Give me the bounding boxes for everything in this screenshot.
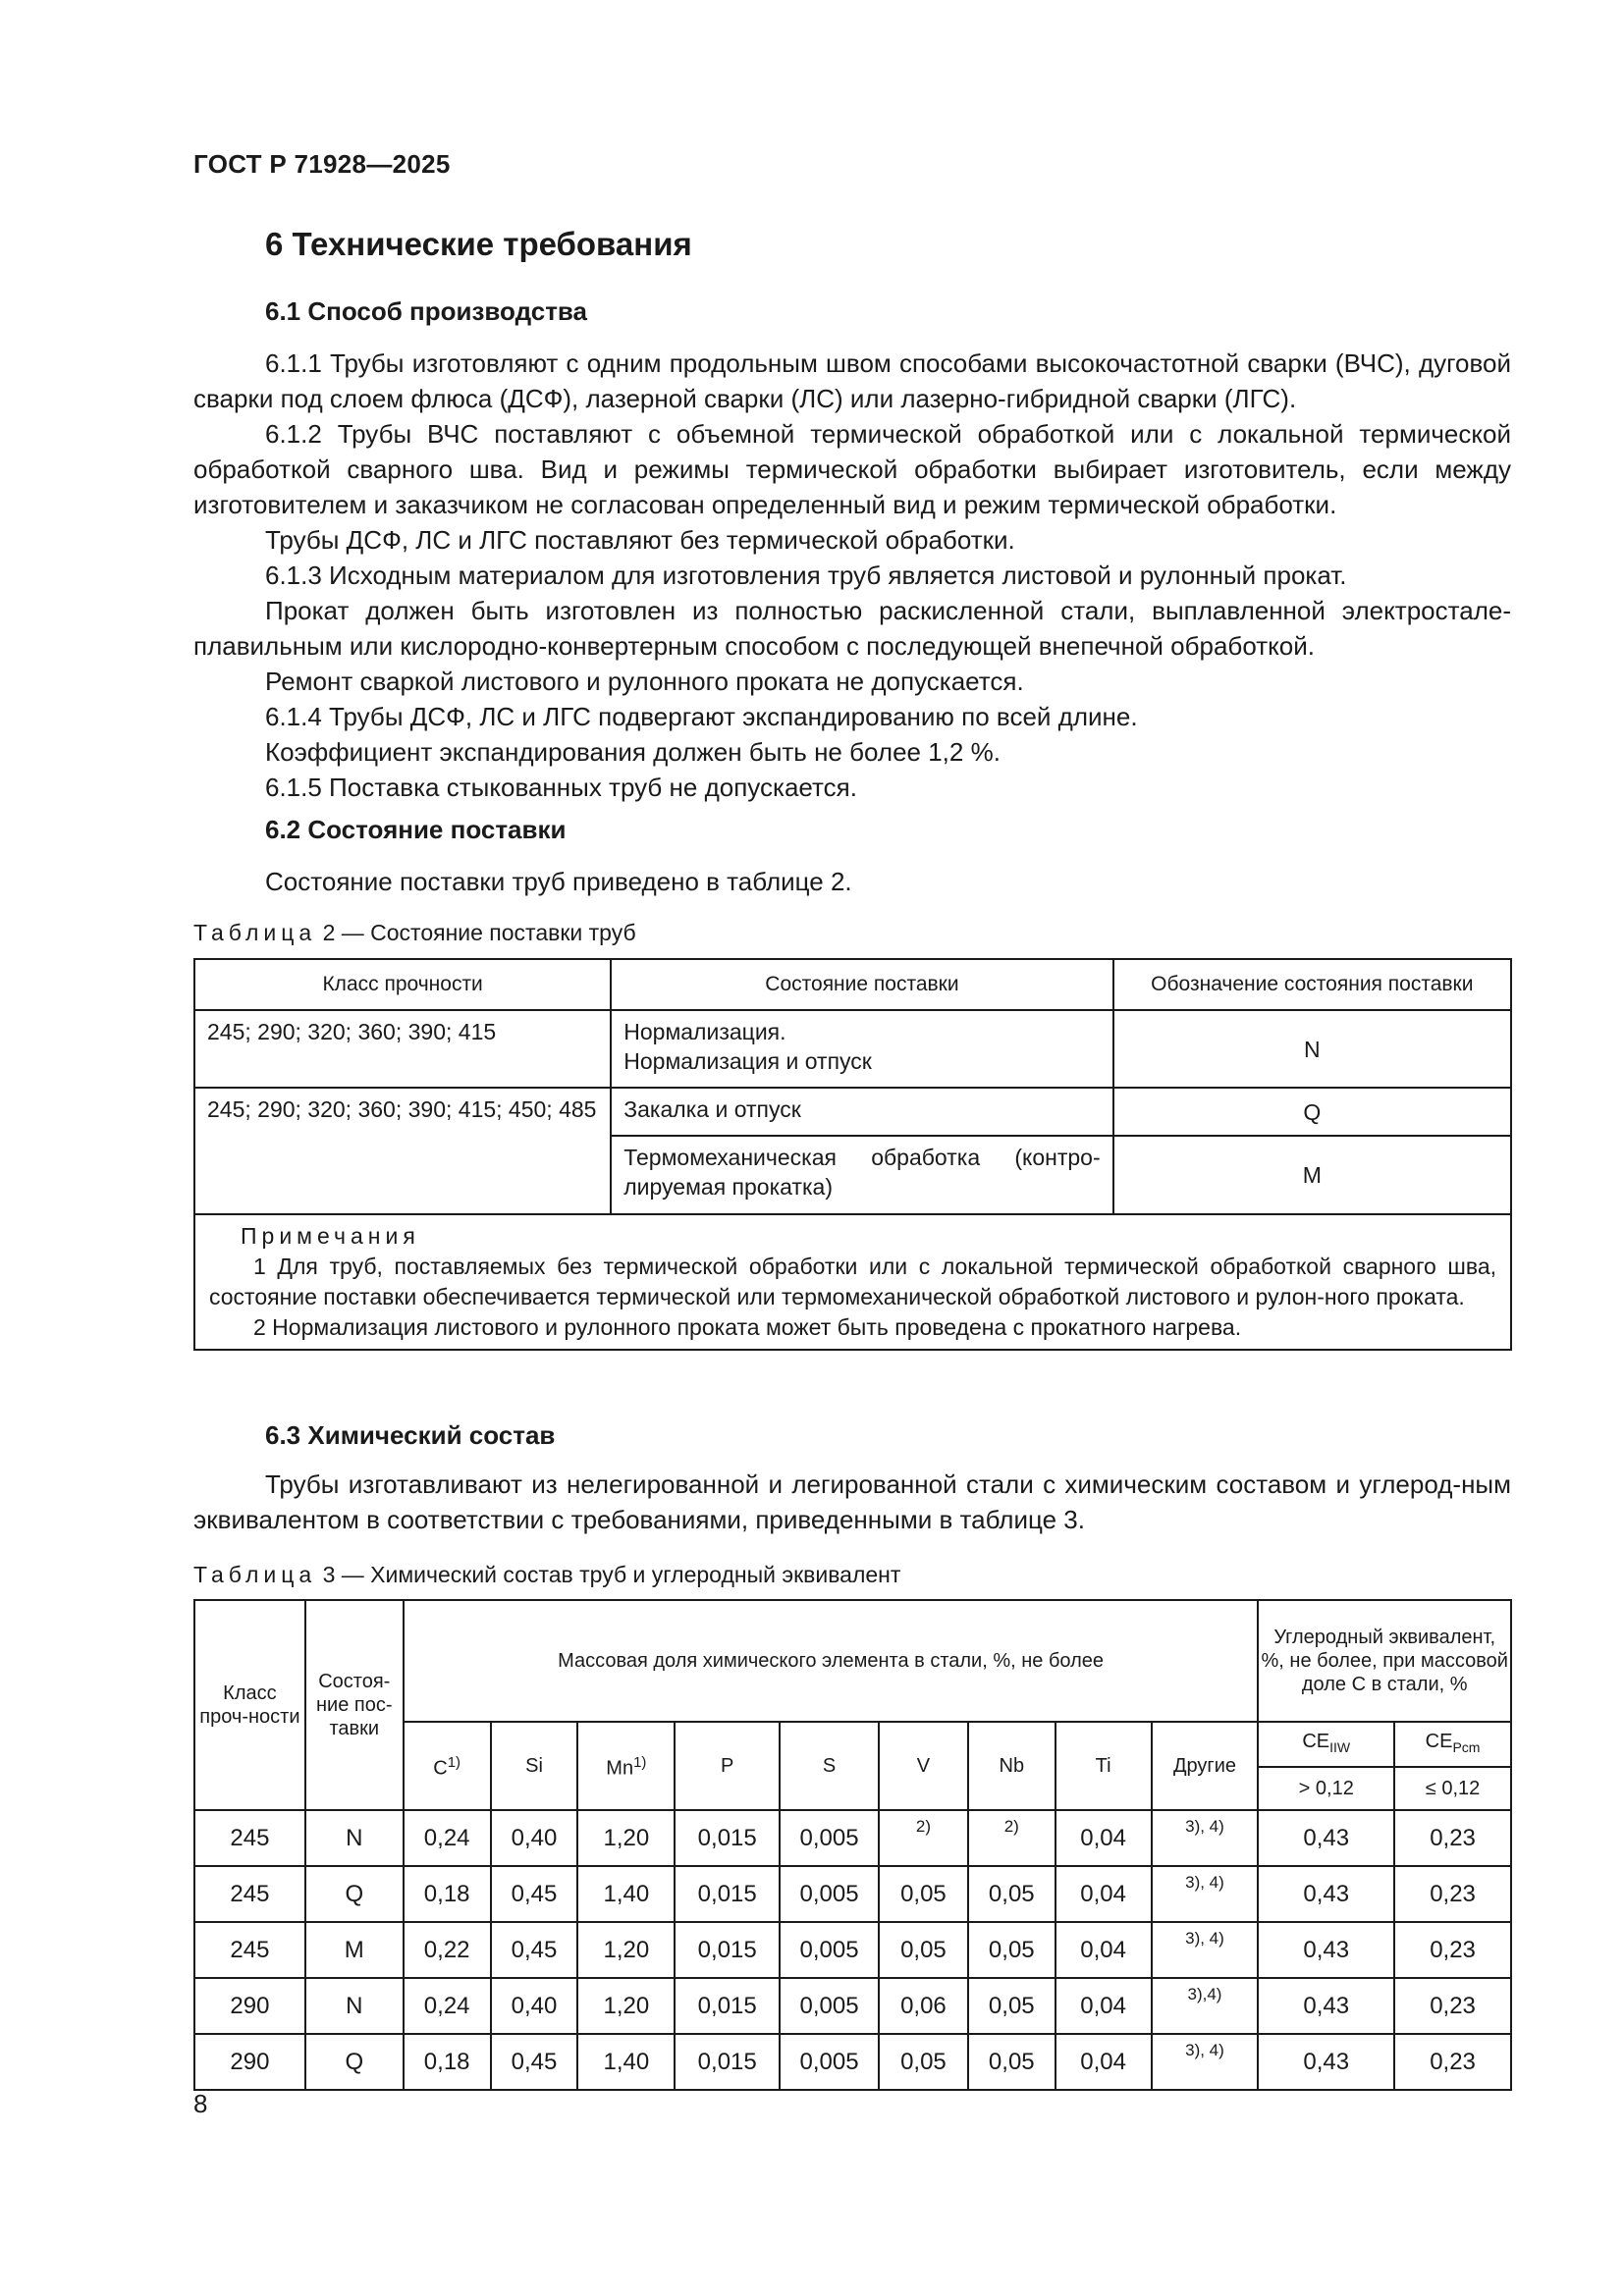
paragraph: Трубы изготавливают из нелегированной и легированной стали с химическим составом и углерод-ным эквивалентом в соответствии с требованиями, приведенными в таблице 3. <box>193 1469 1511 1534</box>
table-cell: 2) <box>879 1810 968 1866</box>
table-cell: 0,04 <box>1056 1810 1152 1866</box>
note: 2 Нормализация листового и рулонного проката может быть проведена с прокатного нагрева. <box>253 1314 1242 1340</box>
footnote-ref: 1) <box>633 1754 647 1772</box>
element-header: Другие <box>1152 1722 1259 1810</box>
table-cell: 0,23 <box>1394 2034 1511 2090</box>
table-3-caption <box>193 1562 900 1588</box>
table-row <box>194 2034 1511 2090</box>
table-cell: M <box>305 1922 404 1978</box>
table-cell: 3), 4) <box>1152 2034 1259 2090</box>
column-header: Класс прочности <box>194 959 611 1010</box>
table-cell: 2) <box>968 1810 1056 1866</box>
caption-word: Таблица <box>193 920 317 945</box>
column-header: Класс проч-ности <box>194 1600 305 1810</box>
subsection-6-3-title: 6.3 Химический состав <box>265 1420 556 1450</box>
table-cell: 245; 290; 320; 360; 390; 415; 450; 485 <box>194 1088 611 1214</box>
subsection-6-2-title: 6.2 Состояние поставки <box>265 815 567 844</box>
table-cell: 245 <box>194 1810 305 1866</box>
table-cell: 0,23 <box>1394 1810 1511 1866</box>
table-cell: 245; 290; 320; 360; 390; 415 <box>194 1010 611 1088</box>
element-header: S <box>780 1722 879 1810</box>
paragraph: 6.1.2 Трубы ВЧС поставляют с объемной термической обработкой или с локальной термической обработкой сварного шва. Вид и режимы термической обработки выбирает изготовитель, если между изготовителем и заказчиком не согласован определенный вид и режим термической обработки. <box>193 419 1511 519</box>
column-header: Обозначение состояния поставки <box>1113 959 1511 1010</box>
table-cell: 0,05 <box>968 1866 1056 1922</box>
table-cell: 3), 4) <box>1152 1922 1259 1978</box>
element-symbol: Mn <box>606 1757 634 1780</box>
cell-line: Нормализация и отпуск <box>623 1048 872 1074</box>
table-cell: 0,05 <box>968 1978 1056 2034</box>
table-cell: 0,015 <box>675 1922 780 1978</box>
table-2 <box>193 958 1512 1351</box>
element-header: P <box>675 1722 780 1810</box>
table-cell: N <box>1113 1010 1511 1088</box>
paragraph: Ремонт сваркой листового и рулонного проката не допускается. <box>265 667 1024 696</box>
table-cell: 0,24 <box>404 1978 491 2034</box>
paragraph: Состояние поставки труб приведено в таблице 2. <box>265 867 852 896</box>
element-header <box>404 1722 491 1810</box>
table-cell: 0,04 <box>1056 1866 1152 1922</box>
table-cell: 0,005 <box>780 1922 879 1978</box>
table-cell: 0,43 <box>1258 1866 1394 1922</box>
table-cell: 0,40 <box>491 1810 578 1866</box>
table-cell: 0,05 <box>968 1922 1056 1978</box>
table-cell: 0,23 <box>1394 1866 1511 1922</box>
table-cell: Термомеханическая обработка (контро-лируемая прокатка) <box>611 1136 1112 1214</box>
section-title: 6 Технические требования <box>265 226 692 262</box>
table-row <box>194 1866 1511 1922</box>
subsection-6-3-body <box>193 1467 1511 1537</box>
table-cell: 0,015 <box>675 2034 780 2090</box>
table-cell: 0,04 <box>1056 1922 1152 1978</box>
element-header: Nb <box>968 1722 1056 1810</box>
element-header: Si <box>491 1722 578 1810</box>
table-cell: 0,05 <box>879 2034 968 2090</box>
table-3-body <box>194 1810 1511 2090</box>
paragraph: Коэффициент экспандирования должен быть не более 1,2 %. <box>265 737 1001 767</box>
paragraph: Прокат должен быть изготовлен из полностью раскисленной стали, выплавленной электростале-плавильным или кислородно-конвертерным способом с последующей внепечной обработкой. <box>193 596 1511 661</box>
table-cell: Q <box>305 1866 404 1922</box>
column-header: Состояние поставки <box>611 959 1112 1010</box>
subsection-6-1-body <box>193 346 1511 805</box>
table-cell: 1,20 <box>577 1810 675 1866</box>
table-3 <box>193 1599 1512 2091</box>
table-cell: M <box>1113 1136 1511 1214</box>
table-cell: 0,24 <box>404 1810 491 1866</box>
table-cell <box>611 1010 1112 1088</box>
element-header: Ti <box>1056 1722 1152 1810</box>
table-cell: 1,40 <box>577 2034 675 2090</box>
table-cell: Q <box>305 2034 404 2090</box>
paragraph: 6.1.1 Трубы изготовляют с одним продольным швом способами высокочастотной сварки (ВЧС), дуговой сварки под слоем флюса (ДСФ), лазерной сварки (ЛС) или лазерно-гибридной сварки (ЛГС). <box>193 348 1511 413</box>
ce-subscript: Pcm <box>1452 1739 1481 1755</box>
table-cell: 245 <box>194 1866 305 1922</box>
paragraph: Трубы ДСФ, ЛС и ЛГС поставляют без термической обработки. <box>265 525 1015 555</box>
ce-subscript: IIW <box>1329 1739 1351 1755</box>
table-row <box>194 1978 1511 2034</box>
cell-line: Нормализация. <box>623 1019 786 1044</box>
table-cell: 1,40 <box>577 1866 675 1922</box>
table-cell: 0,015 <box>675 1866 780 1922</box>
subsection-6-2-body <box>193 864 1511 899</box>
table-cell: N <box>305 1978 404 2034</box>
notes-title: Примечания <box>241 1223 420 1249</box>
paragraph: 6.1.4 Трубы ДСФ, ЛС и ЛГС подвергают экспандированию по всей длине. <box>265 702 1138 731</box>
caption-text: 2 — Состояние поставки труб <box>316 920 636 945</box>
table-cell: 1,20 <box>577 1978 675 2034</box>
ce-symbol: CE <box>1302 1731 1330 1752</box>
table-cell: 0,43 <box>1258 2034 1394 2090</box>
caption-text: 3 — Химический состав труб и углеродный эквивалент <box>316 1562 901 1587</box>
caption-word: Таблица <box>193 1562 317 1587</box>
table-cell: 245 <box>194 1922 305 1978</box>
standard-designation: ГОСТ Р 71928—2025 <box>193 149 451 179</box>
table-cell: 0,23 <box>1394 1922 1511 1978</box>
ce-condition: > 0,12 <box>1258 1767 1394 1810</box>
table-cell: 0,04 <box>1056 2034 1152 2090</box>
table-cell: 3), 4) <box>1152 1866 1259 1922</box>
table-cell: 0,005 <box>780 1978 879 2034</box>
table-cell: 0,45 <box>491 1922 578 1978</box>
paragraph: 6.1.3 Исходным материалом для изготовления труб является листовой и рулонный прокат. <box>265 561 1347 590</box>
table-2-caption <box>193 920 636 946</box>
table-cell: 0,45 <box>491 2034 578 2090</box>
column-header: Состоя-ние пос-тавки <box>305 1600 404 1810</box>
table-cell: Q <box>1113 1088 1511 1136</box>
table-cell: 3), 4) <box>1152 1810 1259 1866</box>
table-cell: 290 <box>194 1978 305 2034</box>
subsection-6-1-title: 6.1 Способ производства <box>265 296 588 326</box>
table-cell: 0,05 <box>879 1866 968 1922</box>
table-cell: 0,04 <box>1056 1978 1152 2034</box>
element-header: V <box>879 1722 968 1810</box>
table-cell: 3),4) <box>1152 1978 1259 2034</box>
table-cell: 0,005 <box>780 1810 879 1866</box>
table-cell: 0,005 <box>780 1866 879 1922</box>
element-header <box>577 1722 675 1810</box>
table-cell: 0,43 <box>1258 1922 1394 1978</box>
table-cell: 0,18 <box>404 2034 491 2090</box>
column-header: Массовая доля химического элемента в стали, %, не более <box>404 1600 1259 1722</box>
footnote-ref: 1) <box>447 1754 461 1772</box>
page-number: 8 <box>193 2089 208 2118</box>
table-cell: 0,005 <box>780 2034 879 2090</box>
table-row <box>194 1922 1511 1978</box>
table-cell: N <box>305 1810 404 1866</box>
table-cell: 0,05 <box>968 2034 1056 2090</box>
ce-pcm-header <box>1394 1722 1511 1767</box>
table-cell: 0,05 <box>879 1922 968 1978</box>
table-cell: 0,40 <box>491 1978 578 2034</box>
column-header: Углеродный эквивалент, %, не более, при массовой доле С в стали, % <box>1258 1600 1511 1722</box>
ce-condition: ≤ 0,12 <box>1394 1767 1511 1810</box>
table-cell: 0,015 <box>675 1978 780 2034</box>
paragraph: 6.1.5 Поставка стыкованных труб не допускается. <box>265 773 857 802</box>
table-cell: 1,20 <box>577 1922 675 1978</box>
table-cell: 0,43 <box>1258 1810 1394 1866</box>
table-cell: Закалка и отпуск <box>611 1088 1112 1136</box>
table-cell: 0,45 <box>491 1866 578 1922</box>
table-notes <box>194 1214 1511 1350</box>
table-cell: 290 <box>194 2034 305 2090</box>
table-cell: 0,015 <box>675 1810 780 1866</box>
ce-iiw-header <box>1258 1722 1394 1767</box>
table-cell: 0,06 <box>879 1978 968 2034</box>
table-cell: 0,43 <box>1258 1978 1394 2034</box>
table-cell: 0,22 <box>404 1922 491 1978</box>
table-cell: 0,23 <box>1394 1978 1511 2034</box>
table-cell: 0,18 <box>404 1866 491 1922</box>
element-symbol: C <box>433 1757 448 1780</box>
ce-symbol: CE <box>1425 1731 1453 1752</box>
table-row <box>194 1810 1511 1866</box>
note: 1 Для труб, поставляемых без термической обработки или с локальной термической обработкой сварного шва, состояние поставки обеспечивается термической или термомеханической обработкой листового и рулон-ного проката. <box>209 1254 1496 1309</box>
